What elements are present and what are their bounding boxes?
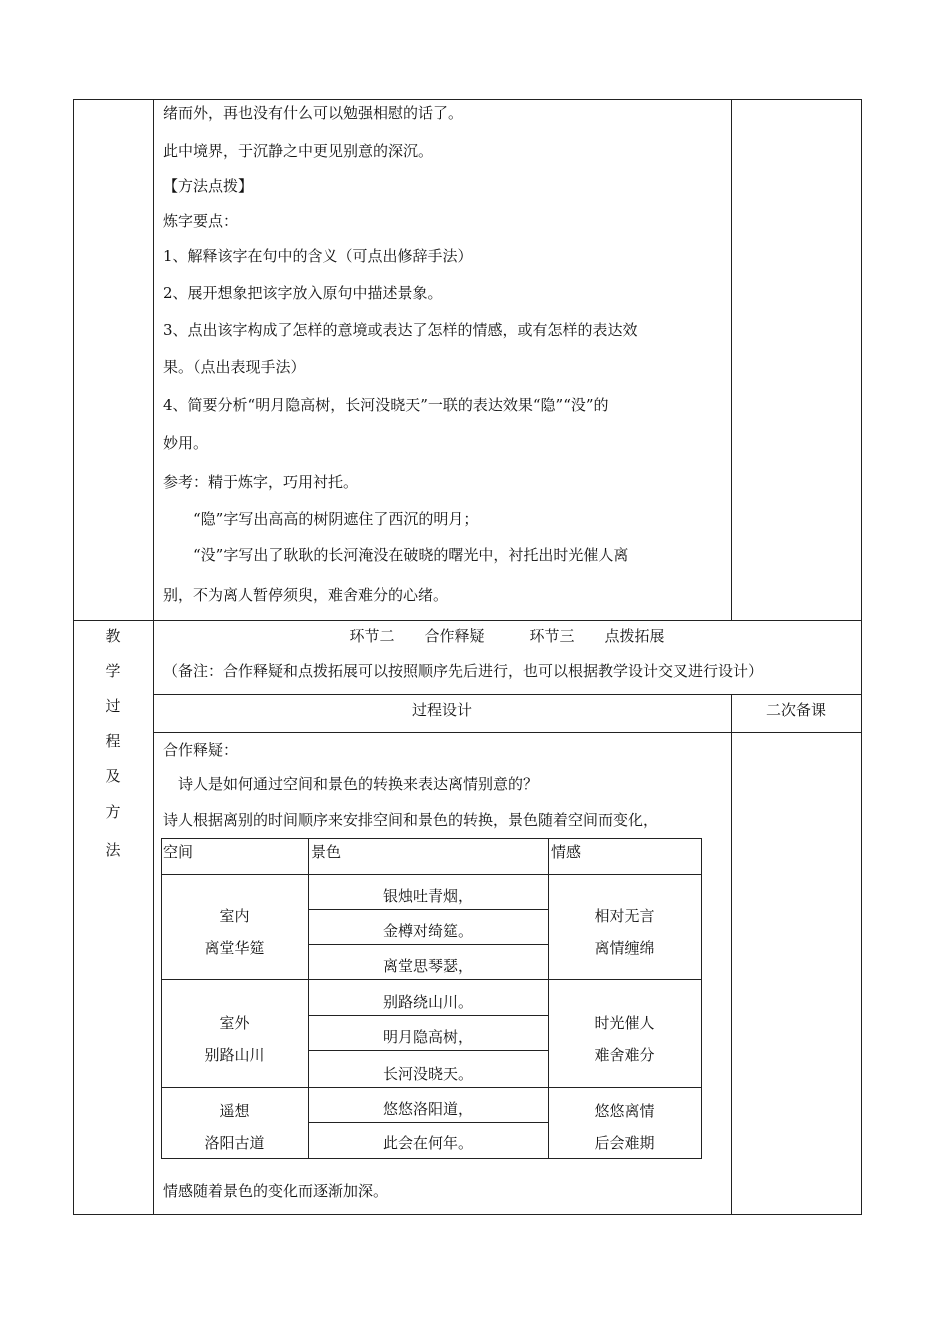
- inner-border: [161, 979, 701, 980]
- scene-cell: 悠悠洛阳道，: [382, 1100, 473, 1118]
- outer-bottom-border: [73, 1214, 862, 1215]
- label-char: 教: [105, 627, 121, 645]
- emotion-cell: 时光催人: [594, 1014, 655, 1032]
- scene-cell: 金樽对绮筵。: [382, 922, 473, 940]
- inner-border: [308, 1015, 548, 1016]
- outer-right-border: [861, 99, 862, 1215]
- text-line: 妙用。: [163, 434, 209, 452]
- cooperation-title: 合作释疑：: [163, 741, 239, 759]
- inner-border: [308, 1050, 548, 1051]
- label-char: 程: [105, 732, 121, 750]
- text-line: 1、解释该字在句中的含义（可点出修辞手法）: [163, 247, 473, 265]
- text-line: 3、点出该字构成了怎样的意境或表达了怎样的情感，或有怎样的表达效: [163, 321, 638, 339]
- stage-divider: [153, 694, 862, 695]
- emotion-cell: 后会难期: [594, 1134, 655, 1152]
- notes-column-border-bottom: [731, 694, 732, 1215]
- text-line: 果。（点出表现手法）: [163, 358, 306, 376]
- scene-cell: 银烛吐青烟，: [382, 887, 473, 905]
- space-cell: 室内: [219, 907, 250, 925]
- text-line: 别，不为离人暂停须臾，难舍难分的心绪。: [163, 586, 449, 604]
- label-char: 法: [105, 841, 121, 859]
- text-line: 4、简要分析“明月隐高树，长河没晓天”一联的表达效果“隐”“没”的: [163, 396, 609, 414]
- outer-left-border: [73, 99, 74, 1215]
- text-line: 绪而外，再也没有什么可以勉强相慰的话了。: [163, 104, 464, 122]
- emotion-cell: 悠悠离情: [594, 1102, 655, 1120]
- label-column-border: [153, 99, 154, 1215]
- emotion-cell: 离情缠绵: [594, 939, 655, 957]
- section-divider: [73, 620, 862, 621]
- space-cell: 洛阳古道: [204, 1134, 265, 1152]
- inner-border: [161, 838, 701, 839]
- label-char: 及: [105, 767, 121, 785]
- text-line: “隐”字写出高高的树阴遮住了西沉的明月；: [193, 510, 479, 528]
- method-heading: 【方法点拨】: [163, 177, 254, 195]
- cooperation-conclusion: 情感随着景色的变化而逐渐加深。: [163, 1182, 389, 1200]
- scene-cell: 别路绕山川。: [382, 993, 473, 1011]
- label-char: 方: [105, 803, 121, 821]
- inner-header-space: 空间: [163, 843, 194, 861]
- scene-cell: 明月隐高树，: [382, 1028, 473, 1046]
- scene-cell: 此会在何年。: [382, 1134, 473, 1152]
- inner-border: [308, 944, 548, 945]
- emotion-cell: 相对无言: [594, 907, 655, 925]
- text-line: 参考：精于炼字，巧用衬托。: [163, 473, 359, 491]
- text-line: 2、展开想象把该字放入原句中描述景象。: [163, 284, 443, 302]
- inner-header-emotion: 情感: [551, 843, 582, 861]
- label-char: 学: [105, 662, 121, 680]
- scene-cell: 长河没晓天。: [382, 1065, 473, 1083]
- stage-title: 环节二 合作释疑 环节三 点拨拓展: [349, 627, 665, 645]
- inner-border: [161, 874, 701, 875]
- inner-border: [701, 838, 702, 1159]
- label-char: 过: [105, 697, 121, 715]
- inner-border: [161, 1087, 701, 1088]
- scene-cell: 离堂思琴瑟，: [382, 957, 473, 975]
- text-line: “没”字写出了耿耿的长河淹没在破晓的曙光中，衬托出时光催人离: [193, 546, 629, 564]
- header-divider: [153, 732, 862, 733]
- text-line: 炼字要点：: [163, 212, 239, 230]
- inner-border: [308, 909, 548, 910]
- space-cell: 室外: [219, 1014, 250, 1032]
- inner-border: [308, 1122, 548, 1123]
- second-prep-header: 二次备课: [765, 701, 826, 719]
- space-cell: 遥想: [219, 1102, 250, 1120]
- process-design-header: 过程设计: [411, 701, 472, 719]
- inner-header-scene: 景色: [311, 843, 342, 861]
- inner-border: [161, 1158, 701, 1159]
- cooperation-answer: 诗人根据离别的时间顺序来安排空间和景色的转换，景色随着空间而变化，: [163, 811, 659, 829]
- emotion-cell: 难舍难分: [594, 1046, 655, 1064]
- notes-column-border-top: [731, 99, 732, 621]
- space-cell: 别路山川: [204, 1046, 265, 1064]
- stage-note: （备注：合作释疑和点拨拓展可以按照顺序先后进行，也可以根据教学设计交叉进行设计）: [163, 662, 764, 680]
- text-line: 此中境界，于沉静之中更见别意的深沉。: [163, 142, 434, 160]
- space-cell: 离堂华筵: [204, 939, 265, 957]
- outer-top-border: [73, 99, 862, 100]
- cooperation-question: 诗人是如何通过空间和景色的转换来表达离情别意的？: [178, 775, 539, 793]
